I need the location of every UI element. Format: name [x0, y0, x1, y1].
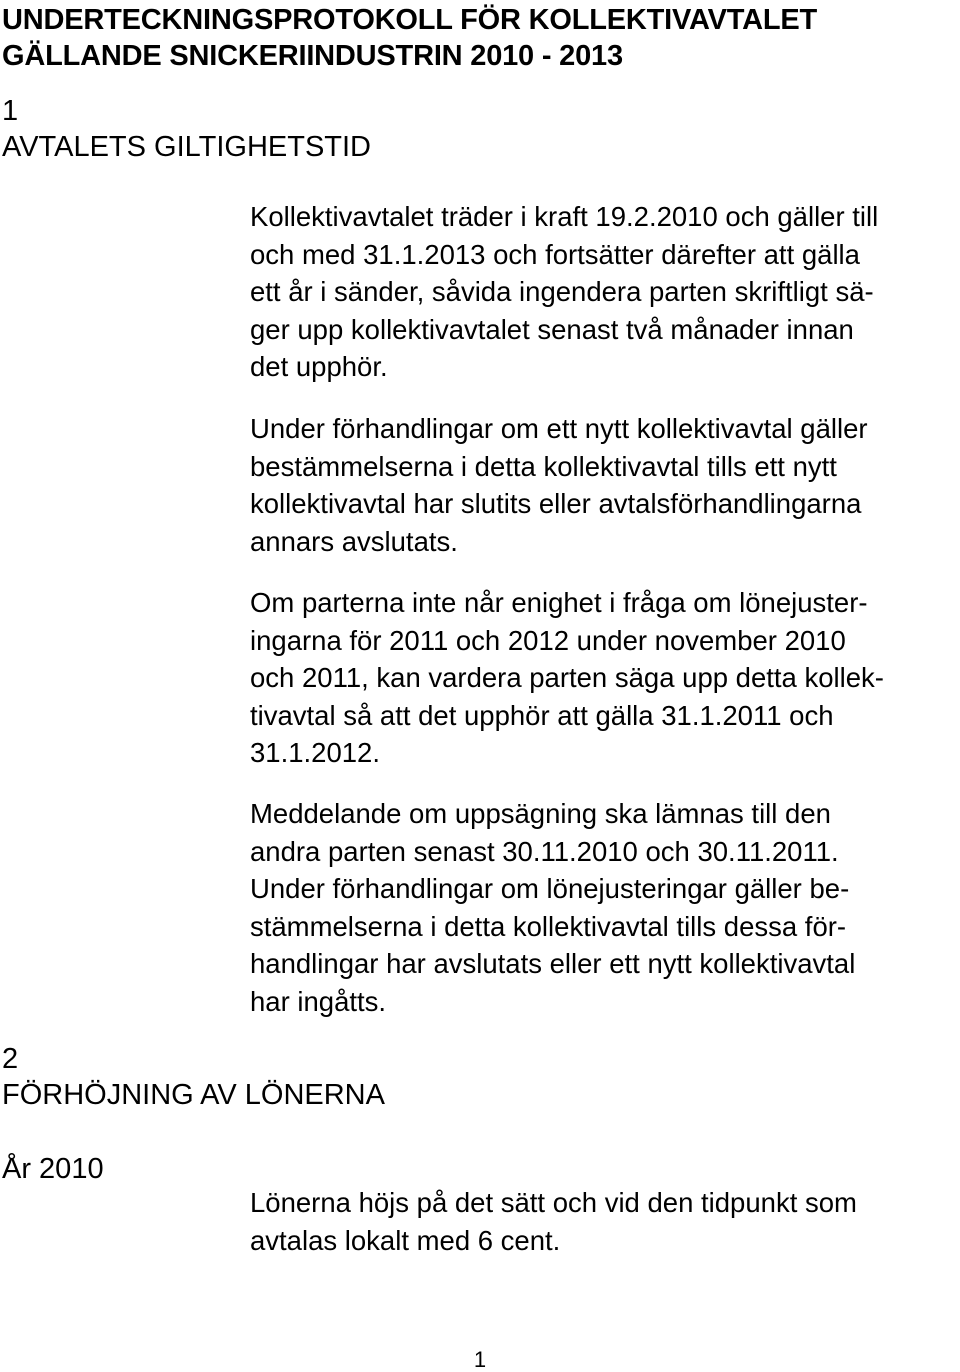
text-line: Meddelande om uppsägning ska lämnas till den — [250, 798, 831, 829]
text-line: har ingåtts. — [250, 985, 387, 1017]
text-line: 31.1.2012. — [250, 737, 380, 768]
document-title — [2, 2, 942, 74]
title-line: GÄLLANDE SNICKERIINDUSTRIN 2010 - 2013 — [2, 40, 623, 72]
text-line: det upphör. — [250, 351, 388, 382]
section-number: 1 — [2, 95, 19, 127]
text-line: avtalas lokalt med 6 cent. — [250, 1224, 561, 1256]
text-line: stämmelserna i detta kollektivavtal tills dessa för- — [250, 910, 847, 942]
title-line: UNDERTECKNINGSPROTOKOLL FÖR KOLLEKTIVAVTALET — [2, 4, 818, 36]
text-line: Under förhandlingar om lönejusteringar gäller be- — [250, 873, 850, 904]
page-number: 1 — [473, 1347, 487, 1372]
section-1-heading — [2, 93, 371, 165]
text-line: annars avslutats. — [250, 525, 458, 557]
text-line: tivavtal så att det upphör att gälla 31.1.2011 och — [250, 699, 834, 731]
text-line: ger upp kollektivavtalet senast två månader innan — [250, 313, 854, 345]
paragraph-validity-period — [250, 198, 878, 386]
text-line: och med 31.1.2013 och fortsätter därefter att gälla — [250, 238, 860, 270]
text-line: Kollektivavtalet träder i kraft 19.2.2010 och gäller till — [250, 201, 879, 232]
text-line: och 2011, kan vardera parten säga upp detta kollek- — [250, 662, 884, 693]
paragraph-wage-increase — [250, 1184, 857, 1259]
text-line: Lönerna höjs på det sätt och vid den tidpunkt som — [250, 1187, 857, 1218]
paragraph-wage-adjustments — [250, 584, 884, 772]
text-line: handlingar har avslutats eller ett nytt kollektivavtal — [250, 948, 856, 979]
section-title: FÖRHÖJNING AV LÖNERNA — [2, 1079, 385, 1111]
year-label: År 2010 — [2, 1153, 104, 1185]
text-line: Under förhandlingar om ett nytt kollektivavtal gäller — [250, 413, 868, 444]
text-line: Om parterna inte når enighet i fråga om lönejuster- — [250, 587, 868, 618]
paragraph-during-negotiations — [250, 410, 868, 560]
text-line: ett år i sänder, såvida ingendera parten skriftligt sä- — [250, 276, 874, 307]
section-title: AVTALETS GILTIGHETSTID — [2, 131, 371, 163]
text-line: andra parten senast 30.11.2010 och 30.11.2011. — [250, 835, 839, 867]
text-line: ingarna för 2011 och 2012 under november 2010 — [250, 624, 846, 656]
paragraph-notice-of-termination — [250, 795, 855, 1020]
section-2-heading — [2, 1041, 385, 1113]
text-line: bestämmelserna i detta kollektivavtal tills ett nytt — [250, 450, 837, 482]
text-line: kollektivavtal har slutits eller avtalsförhandlingarna — [250, 488, 862, 519]
section-number: 2 — [2, 1043, 19, 1075]
